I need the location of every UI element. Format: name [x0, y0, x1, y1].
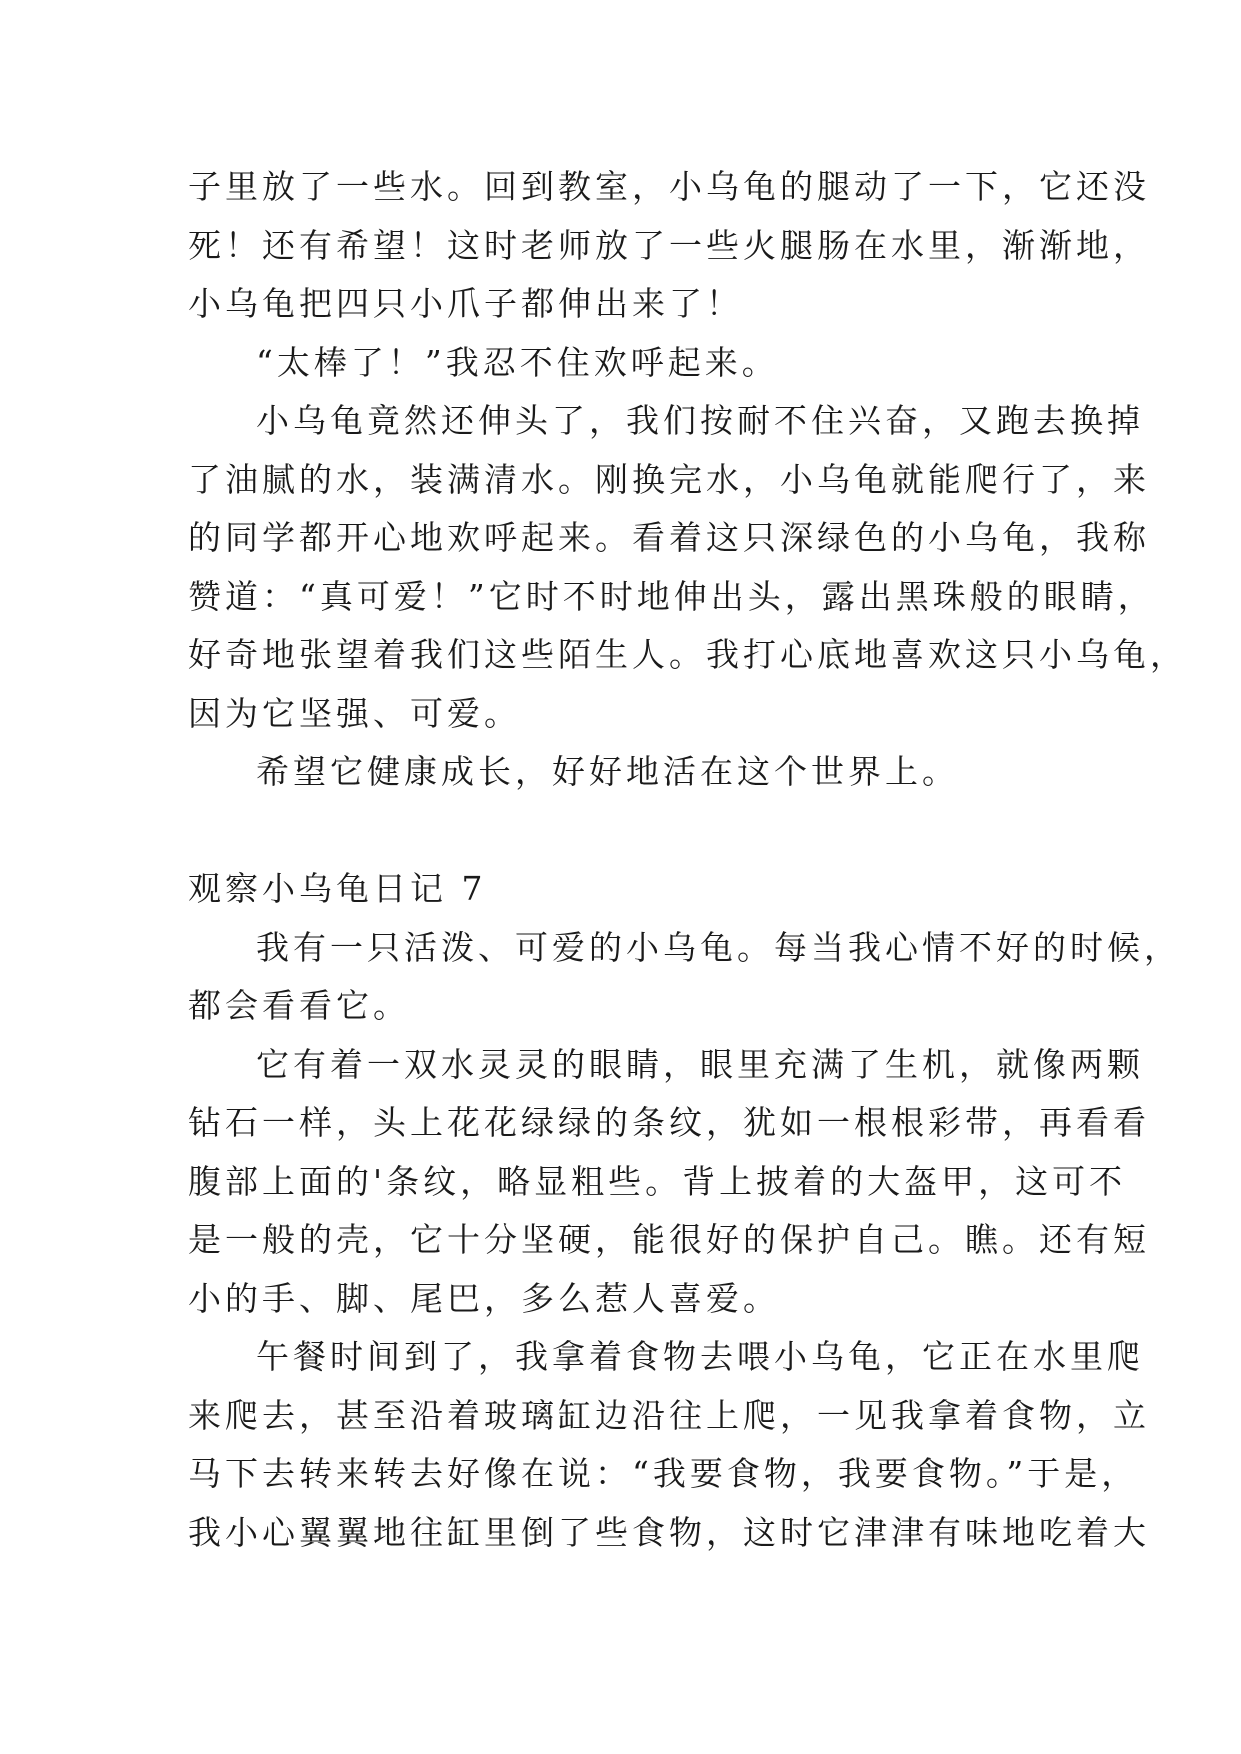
text-line: 希望它健康成长，好好地活在这个世界上。	[256, 752, 959, 791]
paragraph-wish	[188, 743, 1068, 802]
document-body	[188, 158, 1187, 1562]
text-line: 的同学都开心地欢呼起来。看着这只深绿色的小乌龟，我称	[188, 518, 1150, 557]
text-line: 小乌龟把四只小爪子都伸出来了！	[188, 284, 743, 323]
text-line: 来爬去，甚至沿着玻璃缸边沿往上爬，一见我拿着食物，立	[188, 1395, 1150, 1435]
text-line: 腹部上面的'条纹，略显粗些。背上披着的大盔甲，这可不	[188, 1161, 1127, 1201]
paragraph-intro	[188, 919, 1181, 1036]
paragraph-appearance	[188, 1036, 1150, 1329]
text-line: 马下去转来转去好像在说：“我要食物，我要食物。”于是，	[188, 1454, 1139, 1493]
text-line: 小乌龟竟然还伸头了，我们按耐不住兴奋，又跑去换掉	[256, 401, 1144, 440]
text-line: 都会看看它。	[188, 986, 410, 1025]
text-line: 我小心翼翼地往缸里倒了些食物，这时它津津有味地吃着大	[188, 1512, 1150, 1552]
text-line: 死！还有希望！这时老师放了一些火腿肠在水里，渐渐地，	[188, 225, 1150, 265]
text-line: 子里放了一些水。回到教室，小乌龟的腿动了一下，它还没	[188, 167, 1150, 206]
text-line: 我有一只活泼、可爱的小乌龟。每当我心情不好的时候，	[256, 927, 1181, 967]
paragraph-continuation	[188, 158, 1150, 334]
text-line: 午餐时间到了，我拿着食物去喂小乌龟，它正在水里爬	[256, 1337, 1144, 1376]
text-line: 钻石一样，头上花花绿绿的条纹，犹如一根根彩带，再看看	[188, 1103, 1150, 1142]
paragraph-turtle-description	[188, 392, 1187, 743]
paragraph-exclamation	[188, 334, 1068, 393]
text-line: 了油腻的水，装满清水。刚换完水，小乌龟就能爬行了，来	[188, 459, 1150, 499]
text-line: 小的手、脚、尾巴，多么惹人喜爱。	[188, 1278, 780, 1318]
text-line: 是一般的壳，它十分坚硬，能很好的保护自己。瞧。还有短	[188, 1220, 1150, 1259]
text-line: 好奇地张望着我们这些陌生人。我打心底地喜欢这只小乌龟，	[188, 635, 1187, 674]
section-spacer	[188, 802, 1068, 861]
text-line: 赞道：“真可爱！”它时不时地伸出头，露出黑珠般的眼睛，	[188, 576, 1155, 616]
text-line: “太棒了！”我忍不住欢呼起来。	[256, 342, 779, 382]
text-line: 它有着一双水灵灵的眼睛，眼里充满了生机，就像两颗	[256, 1044, 1144, 1084]
section-title: 观察小乌龟日记 7	[188, 869, 487, 908]
paragraph-feeding	[188, 1328, 1150, 1562]
text-line: 因为它坚强、可爱。	[188, 693, 521, 733]
